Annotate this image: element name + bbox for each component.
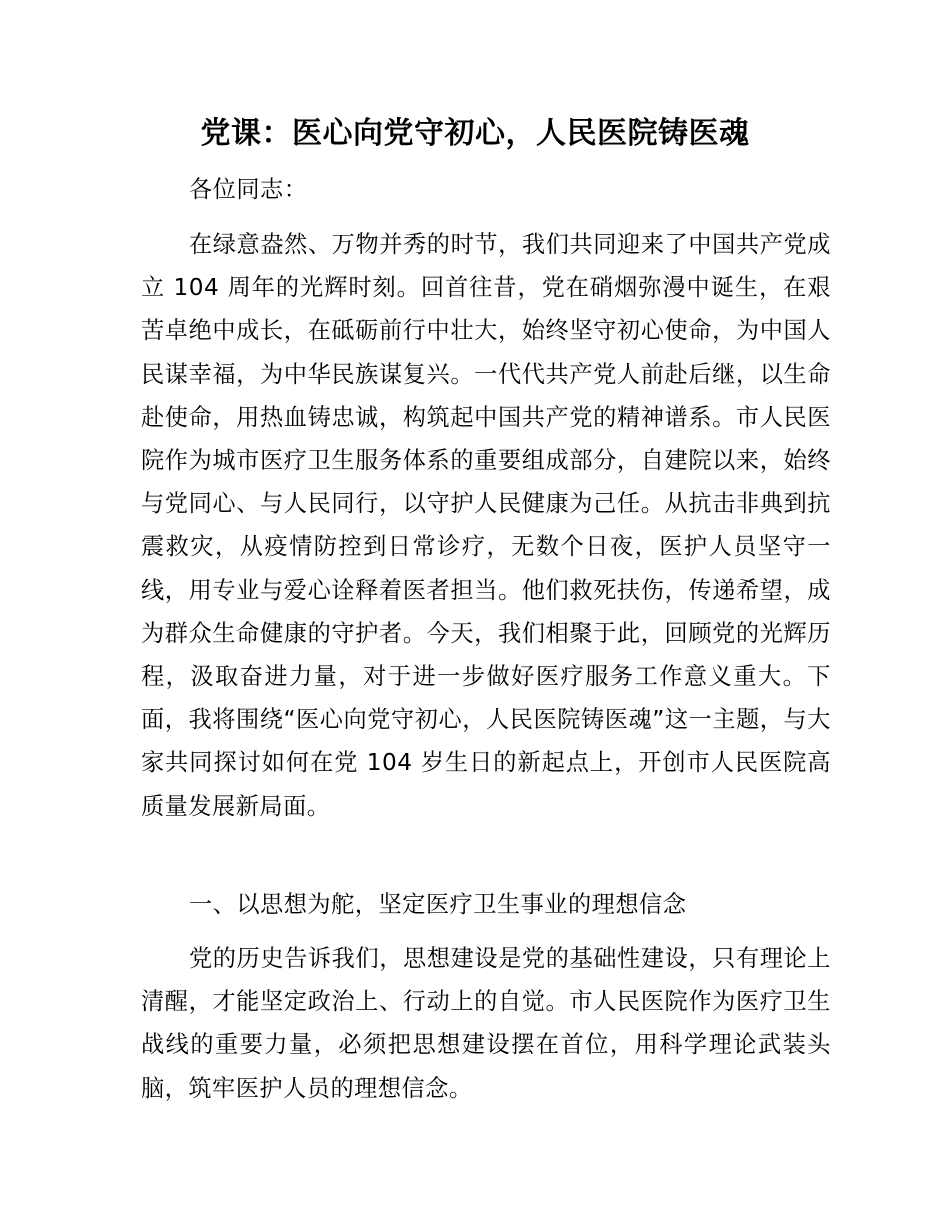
section-1-heading <box>141 883 831 926</box>
paragraph-1 <box>141 223 831 828</box>
document-title: 党课：医心向党守初心，人民医院铸医魂 <box>200 116 750 151</box>
greeting <box>141 168 831 211</box>
paragraph-2-text: 党的历史告诉我们，思想建设是党的基础性建设，只有理论上清醒，才能坚定政治上、行动上的自觉。市人民医院作为医疗卫生战线的重要力量，必须把思想建设摆在首位，用科学理论武装头脑，筑牢医护人员的理想信念。 <box>141 945 831 1102</box>
section-1-heading-text: 一、以思想为舵，坚定医疗卫生事业的理想信念 <box>189 891 687 918</box>
paragraph-2 <box>141 937 831 1110</box>
greeting-text: 各位同志： <box>189 176 308 203</box>
paragraph-1-text: 在绿意盎然、万物并秀的时节，我们共同迎来了中国共产党成立 104 周年的光辉时刻。回首往昔，党在硝烟弥漫中诞生，在艰苦卓绝中成长，在砥砺前行中壮大，始终坚守初心使命，为中国人民谋幸福，为中华民族谋复兴。一代代共产党人前赴后继，以生命赴使命，用热血铸忠诚，构筑起中国共产党的精神谱系。市人民医院作为城市医疗卫生服务体系的重要组成部分，自建院以来，始终与党同心、与人民同行，以守护人民健康为己任。从抗击非典到抗震救灾，从疫情防控到日常诊疗，无数个日夜，医护人员坚守一线，用专业与爱心诠释着医者担当。他们救死扶伤，传递希望，成为群众生命健康的守护者。今天，我们相聚于此，回顾党的光辉历程，汲取奋进力量，对于进一步做好医疗服务工作意义重大。下面，我将围绕“医心向党守初心，人民医院铸医魂”这一主题，与大家共同探讨如何在党 104 岁生日的新起点上，开创市人民医院高质量发展新局面。 <box>141 231 831 820</box>
